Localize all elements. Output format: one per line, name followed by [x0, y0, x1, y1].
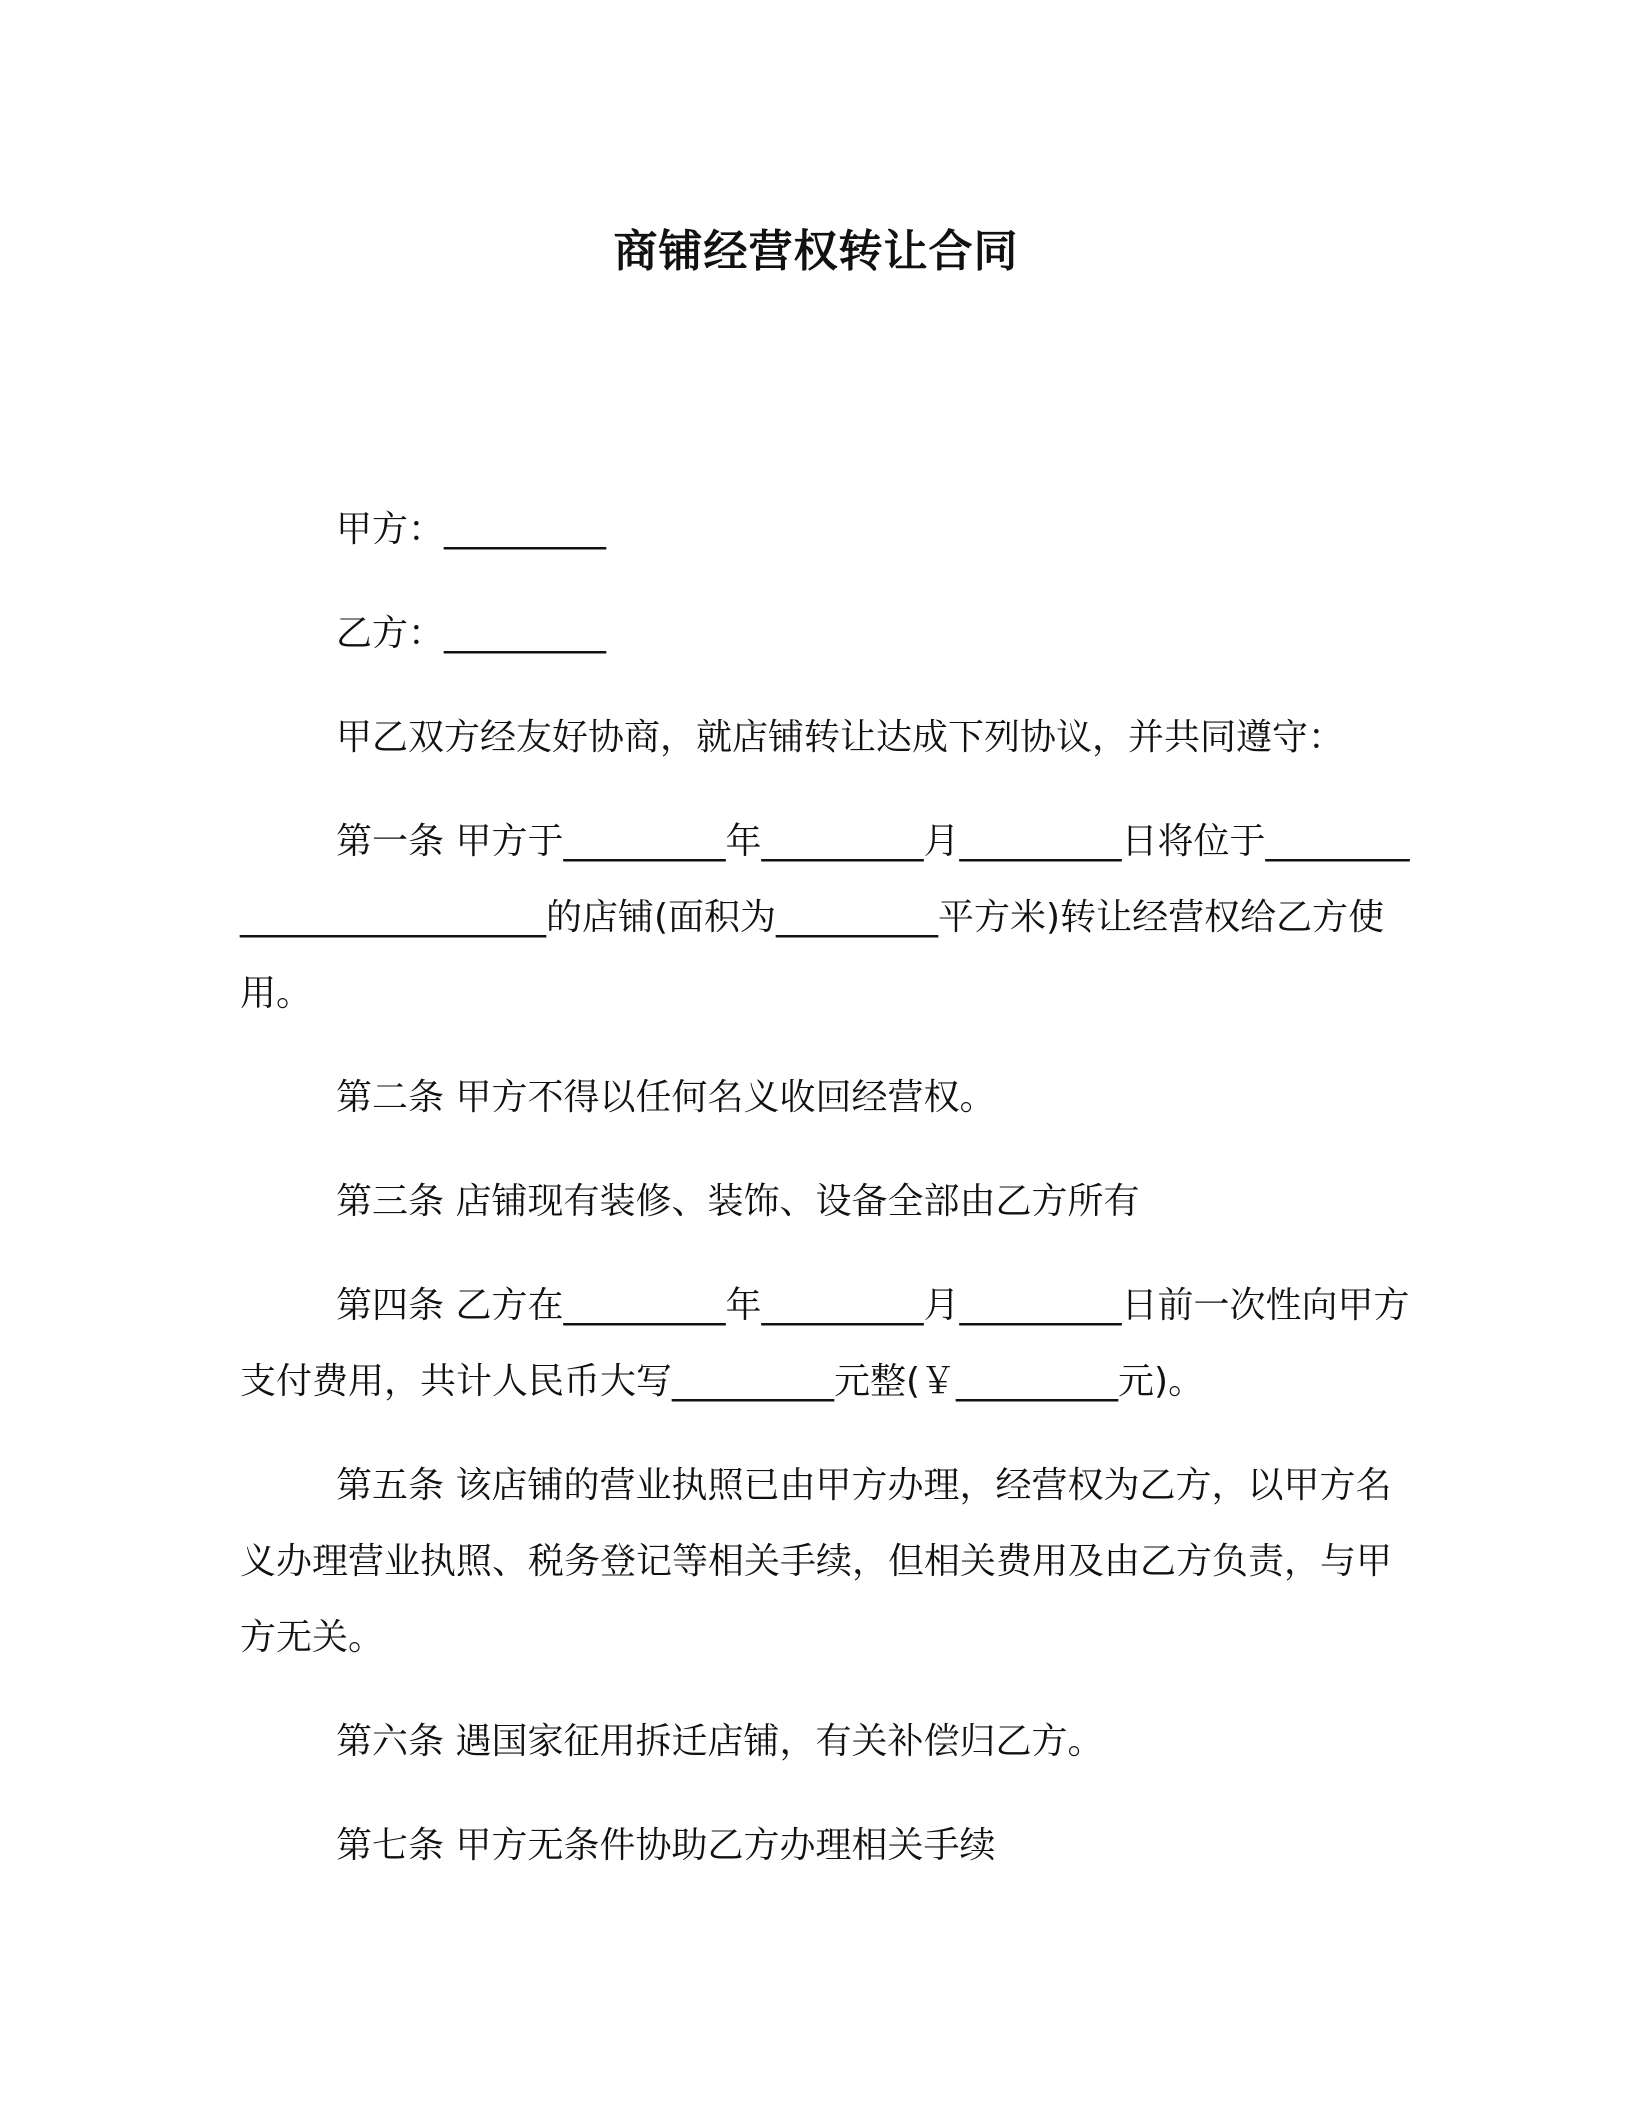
- document-body: [240, 492, 1415, 1912]
- party-b-line: 乙方：_________: [336, 613, 607, 654]
- preamble-paragraph: 甲乙双方经友好协商，就店铺转让达成下列协议，并共同遵守：: [336, 717, 1345, 758]
- article-1: 第一条 甲方于_________年_________月_________日将位于_________________________的店铺(面积为_________平方米)转让经营权给乙方使用。: [240, 821, 1410, 1014]
- party-a-line: 甲方：_________: [336, 509, 607, 550]
- article-3: 第三条 店铺现有装修、装饰、设备全部由乙方所有: [336, 1181, 1140, 1222]
- article-2: 第二条 甲方不得以任何名义收回经营权。: [336, 1077, 996, 1118]
- article-5: 第五条 该店铺的营业执照已由甲方办理，经营权为乙方，以甲方名义办理营业执照、税务登记等相关手续，但相关费用及由乙方负责，与甲方无关。: [240, 1465, 1393, 1658]
- article-6: 第六条 遇国家征用拆迁店铺，有关补偿归乙方。: [336, 1721, 1104, 1762]
- article-4: 第四条 乙方在_________年_________月_________日前一次性向甲方支付费用，共计人民币大写_________元整(￥_________元)。: [240, 1285, 1410, 1402]
- article-7: 第七条 甲方无条件协助乙方办理相关手续: [336, 1825, 996, 1866]
- document-title: 商铺经营权转让合同: [613, 226, 1019, 277]
